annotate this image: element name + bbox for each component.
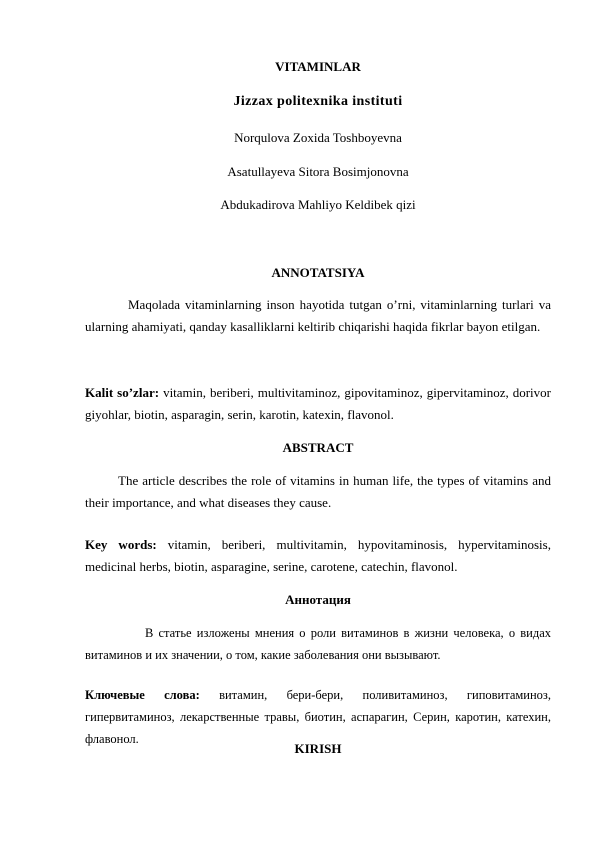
uz-keywords-label: Kalit so’zlar: xyxy=(85,385,160,400)
en-keywords-list: vitamin, beriberi, multivitamin, hypovitaminosis, hypervitaminosis, medicinal herbs, biotin, asparagine, serine, carotene, catechin, flavonol. xyxy=(85,537,551,574)
intro-heading: KIRISH xyxy=(294,741,342,756)
uz-abstract-text: Maqolada vitaminlarning inson hayotida tutgan o’rni, vitaminlarning turlari va ularning ahamiyati, qanday kasalliklarni keltirib chiqarishi haqida fikrlar bayon etilgan. xyxy=(85,297,551,334)
institution-name: Jizzax politexnika instituti xyxy=(233,94,403,109)
en-abstract-text: The article describes the role of vitamins in human life, the types of vitamins and their importance, and what diseases they cause. xyxy=(85,473,551,510)
uz-abstract-heading: ANNOTATSIYA xyxy=(271,265,365,280)
paper-title: VITAMINLAR xyxy=(275,59,361,74)
en-keywords-label: Key words: xyxy=(85,537,157,552)
ru-abstract-text: В статье изложены мнения о роли витаминов в жизни человека, о видах витаминов и их значении, о том, какие заболевания они вызывают. xyxy=(85,626,551,662)
en-keywords xyxy=(85,534,551,578)
author-3: Abdukadirova Mahliyo Keldibek qizi xyxy=(220,197,416,212)
author-2: Asatullayeva Sitora Bosimjonovna xyxy=(227,164,409,179)
uz-keywords-list: vitamin, beriberi, multivitaminoz, gipovitaminoz, gipervitaminoz, dorivor giyohlar, biotin, asparagin, serin, karotin, katexin, flavonol. xyxy=(85,385,551,422)
en-abstract-heading: ABSTRACT xyxy=(282,440,354,455)
ru-keywords-label: Ключевые слова: xyxy=(85,688,200,702)
uz-keywords xyxy=(85,382,551,426)
ru-abstract-heading: Аннотация xyxy=(285,592,351,607)
ru-keywords-list: витамин, бери-бери, поливитаминоз, гиповитаминоз, гипервитаминоз, лекарственные травы, биотин, аспарагин, Серин, каротин, катехин, флавонол. xyxy=(85,688,551,746)
author-1: Norqulova Zoxida Toshboyevna xyxy=(234,130,402,145)
